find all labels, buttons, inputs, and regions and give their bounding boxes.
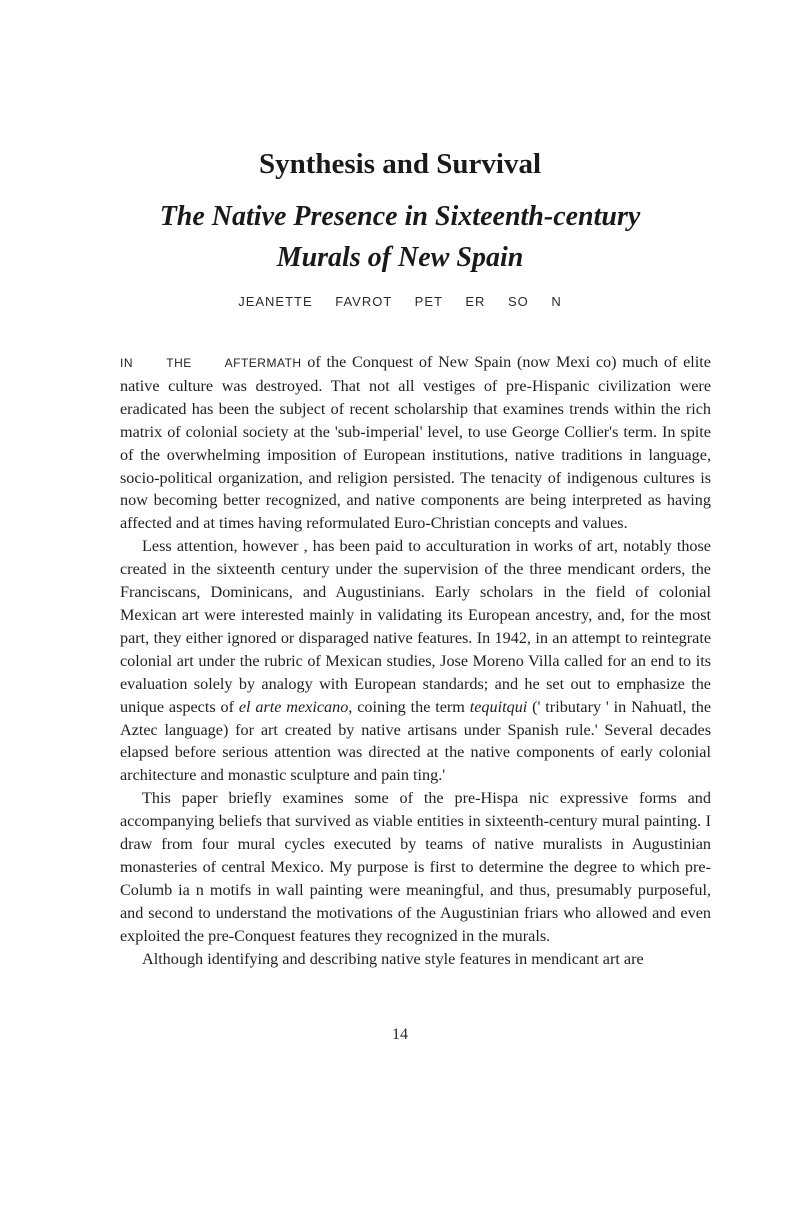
- paragraph-2-text-b: coining the term: [352, 697, 470, 716]
- paragraph-2-text-a: Less attention, however , has been paid to acculturation in works of art, notably those created in the sixteenth century under the supervision of the three mendicant orders, the Franciscans, Dominicans, and Augustinians. Early scholars in the field of colonial Mexican art were interested mainly in validating its European ancestry, and, for the most part, they either ignored or disparaged native features. In 1942, in an attempt to reintegrate colonial art under the rubric of Mexican studies, Jose Moreno Villa called for an end to its evaluation solely by analogy with European standards; and he set out to emphasize the unique aspects of: [120, 537, 711, 716]
- paragraph-2-italic-1: el arte mexicano,: [238, 697, 353, 716]
- article-subtitle: [0, 196, 800, 278]
- page-number: 14: [392, 1026, 408, 1043]
- paragraph-1-text: of the Conquest of New Spain (now Mexi co) much of elite native culture was destroyed. That not all vestiges of pre-Hispanic civilization were eradicated has been the subject of recent scholarship that examines trends within the rich matrix of colonial society at the 'sub-imperial' level, to use George Collier's term. In spite of the overwhelming imposition of European institutions, native traditions in language, socio-political organization, and religion persisted. The tenacity of indigenous cultures is now becoming better recognized, and native components are being interpreted as having affected and at times having reformulated Euro-Christian concepts and values.: [120, 353, 711, 533]
- paragraph-3: This paper briefly examines some of the pre-Hispa nic expressive forms and accompanying beliefs that survived as viable entities in sixteenth-century mural painting. I draw from four mural cycles executed by teams of native muralists in Augustinian monasteries of central Mexico. My purpose is first to determine the degree to which pre-Columb ia n motifs in wall painting were meaningful, and thus, presumably purposeful, and second to understand the motivations of the Augustinian friars who allowed and even exploited the pre-Conquest features they recognized in the murals.: [120, 789, 711, 945]
- paragraph-2: [120, 535, 711, 787]
- paragraph-4: Although identifying and describing native style features in mendicant art are: [142, 949, 644, 968]
- article-body: [120, 351, 711, 970]
- article-title: Synthesis and Survival: [258, 148, 542, 180]
- paragraph-2-italic-2: tequitqui: [469, 697, 528, 716]
- subtitle-line-2: Murals of New Spain: [276, 242, 524, 273]
- author-name: JEANETTE FAVROT PET ER SO N: [238, 294, 562, 309]
- paragraph-1-lead: IN THE AFTERMATH: [120, 356, 302, 370]
- paragraph-2-text-c: (' tributary ' in Nahuatl, the Aztec language) for art created by native artisans under Spanish rule.' Several decades elapsed before serious attention was directed at the native components of early colonial architecture and monastic sculpture and pain ting.': [120, 697, 712, 785]
- paragraph-1: [120, 351, 711, 535]
- subtitle-line-1: The Native Presence in Sixteenth-century: [159, 201, 641, 232]
